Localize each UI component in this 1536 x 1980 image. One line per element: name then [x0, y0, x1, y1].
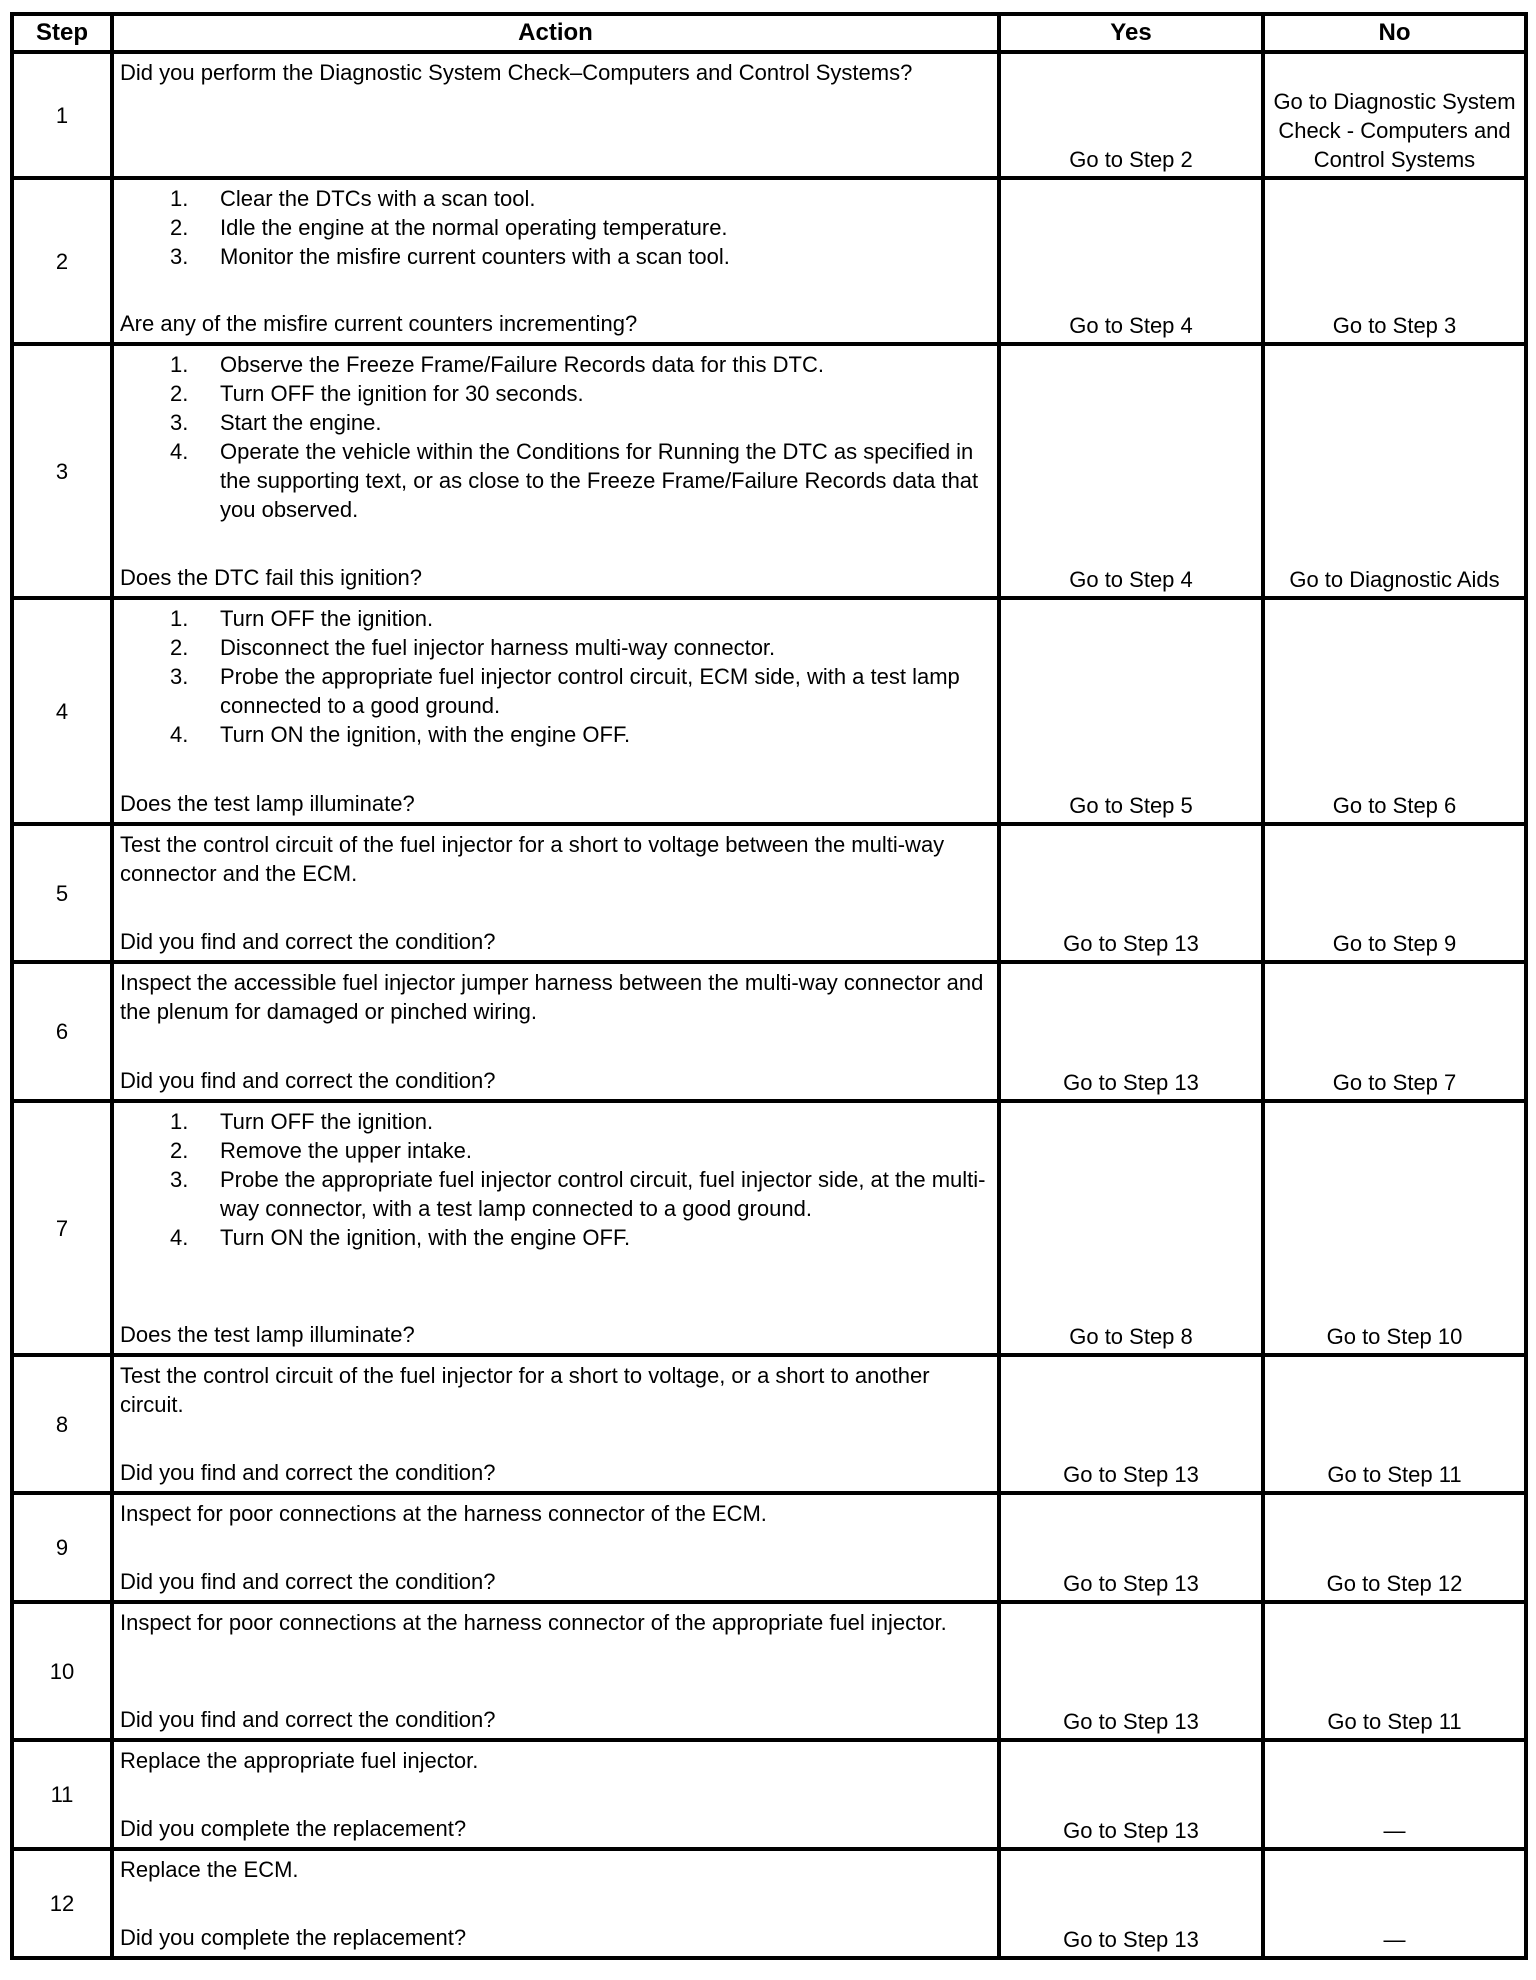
yes-outcome: Go to Step 13 [999, 1493, 1263, 1602]
action-instructions [120, 1107, 991, 1252]
action-content [120, 1107, 991, 1349]
substep-text: Observe the Freeze Frame/Failure Records data for this DTC. [220, 352, 824, 377]
action-cell [112, 962, 999, 1101]
step-number: 6 [12, 962, 112, 1101]
substep-item [170, 1223, 991, 1252]
action-question: Does the DTC fail this ignition? [120, 565, 423, 590]
no-outcome: Go to Step 7 [1263, 962, 1526, 1101]
substep-item [170, 213, 991, 242]
table-row [12, 1355, 1526, 1493]
action-content [120, 1608, 991, 1734]
substep-text: Start the engine. [220, 410, 382, 435]
substep-number: 2. [170, 635, 189, 660]
substep-text: Disconnect the fuel injector harness multi-way connector. [220, 635, 776, 660]
substep-number: 4. [170, 439, 189, 464]
yes-outcome: Go to Step 8 [999, 1101, 1263, 1355]
header-step: Step [12, 14, 112, 52]
substep-item [170, 1136, 991, 1165]
action-text: Test the control circuit of the fuel injector for a short to voltage between the multi-way connector and the ECM. [120, 832, 945, 886]
action-instructions [120, 1499, 991, 1528]
no-outcome: Go to Step 6 [1263, 598, 1526, 824]
substep-number: 4. [170, 722, 189, 747]
substep-list [170, 1107, 991, 1252]
action-cell [112, 598, 999, 824]
step-number: 11 [12, 1740, 112, 1849]
substep-text: Turn ON the ignition, with the engine OFF. [220, 1225, 631, 1250]
no-outcome: Go to Diagnostic Aids [1263, 344, 1526, 598]
substep-item [170, 437, 991, 524]
substep-item [170, 350, 991, 379]
action-instructions [120, 830, 991, 888]
substep-text: Turn OFF the ignition for 30 seconds. [220, 381, 584, 406]
action-question: Did you find and correct the condition? [120, 1460, 496, 1485]
action-question: Did you find and correct the condition? [120, 1569, 496, 1594]
table-row [12, 962, 1526, 1101]
step-number: 10 [12, 1602, 112, 1740]
substep-list [170, 604, 991, 749]
header-row [12, 14, 1526, 52]
step-number: 9 [12, 1493, 112, 1602]
action-question: Did you find and correct the condition? [120, 1068, 496, 1093]
action-question: Does the test lamp illuminate? [120, 791, 415, 816]
no-outcome: Go to Step 9 [1263, 824, 1526, 962]
action-content [120, 1499, 991, 1596]
action-instructions [120, 604, 991, 749]
step-number: 2 [12, 178, 112, 344]
action-cell [112, 1101, 999, 1355]
substep-text: Clear the DTCs with a scan tool. [220, 186, 536, 211]
no-outcome: Go to Step 10 [1263, 1101, 1526, 1355]
yes-outcome: Go to Step 13 [999, 1355, 1263, 1493]
action-content [120, 830, 991, 956]
yes-outcome: Go to Step 2 [999, 52, 1263, 178]
action-cell [112, 344, 999, 598]
action-instructions [120, 58, 991, 87]
substep-number: 1. [170, 1109, 189, 1134]
no-outcome: — [1263, 1849, 1526, 1958]
substep-text: Turn OFF the ignition. [220, 1109, 434, 1134]
action-text: Did you perform the Diagnostic System Check–Computers and Control Systems? [120, 60, 913, 85]
action-text: Replace the appropriate fuel injector. [120, 1748, 479, 1773]
yes-outcome: Go to Step 13 [999, 1740, 1263, 1849]
header-no: No [1263, 14, 1526, 52]
table-row [12, 1101, 1526, 1355]
table-row [12, 598, 1526, 824]
substep-list [170, 350, 991, 524]
yes-outcome: Go to Step 5 [999, 598, 1263, 824]
step-number: 12 [12, 1849, 112, 1958]
substep-number: 3. [170, 1167, 189, 1192]
substep-text: Turn ON the ignition, with the engine OFF. [220, 722, 631, 747]
substep-number: 1. [170, 186, 189, 211]
table-row [12, 52, 1526, 178]
action-content [120, 1361, 991, 1487]
substep-item [170, 242, 991, 271]
action-instructions [120, 350, 991, 524]
action-question: Did you find and correct the condition? [120, 929, 496, 954]
substep-item [170, 1165, 991, 1223]
substep-item [170, 720, 991, 749]
header-yes: Yes [999, 14, 1263, 52]
yes-outcome: Go to Step 13 [999, 962, 1263, 1101]
action-instructions [120, 968, 991, 1026]
substep-item [170, 379, 991, 408]
action-text: Inspect for poor connections at the harness connector of the appropriate fuel injector. [120, 1610, 947, 1635]
substep-item [170, 604, 991, 633]
yes-outcome: Go to Step 13 [999, 1849, 1263, 1958]
substep-text: Turn OFF the ignition. [220, 606, 434, 631]
step-number: 4 [12, 598, 112, 824]
table-row [12, 824, 1526, 962]
step-number: 8 [12, 1355, 112, 1493]
substep-number: 2. [170, 1138, 189, 1163]
action-instructions [120, 1608, 991, 1637]
table-row [12, 1740, 1526, 1849]
substep-number: 3. [170, 664, 189, 689]
substep-item [170, 184, 991, 213]
step-number: 3 [12, 344, 112, 598]
action-content [120, 968, 991, 1095]
table-row [12, 1493, 1526, 1602]
action-cell [112, 52, 999, 178]
action-cell [112, 1355, 999, 1493]
substep-number: 3. [170, 410, 189, 435]
yes-outcome: Go to Step 4 [999, 178, 1263, 344]
action-cell [112, 1849, 999, 1958]
action-question: Does the test lamp illuminate? [120, 1322, 415, 1347]
no-outcome: Go to Step 3 [1263, 178, 1526, 344]
substep-text: Idle the engine at the normal operating temperature. [220, 215, 728, 240]
action-cell [112, 1493, 999, 1602]
action-question: Did you complete the replacement? [120, 1925, 467, 1950]
substep-text: Remove the upper intake. [220, 1138, 472, 1163]
action-content [120, 184, 991, 338]
substep-text: Probe the appropriate fuel injector control circuit, fuel injector side, at the multi-way connector, with a test lamp connected to a good ground. [220, 1167, 986, 1221]
action-instructions [120, 1746, 991, 1775]
no-outcome: Go to Diagnostic System Check - Computers and Control Systems [1263, 52, 1526, 178]
table-row [12, 1849, 1526, 1958]
action-question: Did you find and correct the condition? [120, 1707, 496, 1732]
action-question: Are any of the misfire current counters incrementing? [120, 311, 638, 336]
diagnostic-table [10, 12, 1528, 1960]
no-outcome: Go to Step 11 [1263, 1602, 1526, 1740]
no-outcome: Go to Step 11 [1263, 1355, 1526, 1493]
action-content [120, 58, 991, 172]
step-number: 1 [12, 52, 112, 178]
table-row [12, 1602, 1526, 1740]
no-outcome: Go to Step 12 [1263, 1493, 1526, 1602]
action-instructions [120, 1855, 991, 1884]
step-number: 7 [12, 1101, 112, 1355]
substep-number: 3. [170, 244, 189, 269]
substep-number: 1. [170, 606, 189, 631]
table-body [12, 52, 1526, 1958]
header-action: Action [112, 14, 999, 52]
substep-item [170, 1107, 991, 1136]
step-number: 5 [12, 824, 112, 962]
action-cell [112, 1602, 999, 1740]
action-text: Test the control circuit of the fuel injector for a short to voltage, or a short to another circuit. [120, 1363, 930, 1417]
action-text: Replace the ECM. [120, 1857, 299, 1882]
action-content [120, 1746, 991, 1843]
action-cell [112, 1740, 999, 1849]
action-text: Inspect the accessible fuel injector jumper harness between the multi-way connector and the plenum for damaged or pinched wiring. [120, 970, 984, 1024]
substep-text: Monitor the misfire current counters with a scan tool. [220, 244, 730, 269]
substep-number: 1. [170, 352, 189, 377]
action-content [120, 350, 991, 592]
substep-text: Probe the appropriate fuel injector control circuit, ECM side, with a test lamp connected to a good ground. [220, 664, 960, 718]
substep-list [170, 184, 991, 271]
substep-item [170, 408, 991, 437]
action-text: Inspect for poor connections at the harness connector of the ECM. [120, 1501, 767, 1526]
action-content [120, 604, 991, 818]
action-content [120, 1855, 991, 1952]
yes-outcome: Go to Step 13 [999, 824, 1263, 962]
table-row [12, 344, 1526, 598]
action-instructions [120, 184, 991, 271]
substep-item [170, 633, 991, 662]
action-cell [112, 178, 999, 344]
substep-item [170, 662, 991, 720]
substep-number: 4. [170, 1225, 189, 1250]
substep-number: 2. [170, 215, 189, 240]
no-outcome: — [1263, 1740, 1526, 1849]
action-question: Did you complete the replacement? [120, 1816, 467, 1841]
yes-outcome: Go to Step 13 [999, 1602, 1263, 1740]
substep-text: Operate the vehicle within the Conditions for Running the DTC as specified in the supporting text, or as close to the Freeze Frame/Failure Records data that you observed. [220, 439, 979, 522]
action-cell [112, 824, 999, 962]
action-instructions [120, 1361, 991, 1419]
table-row [12, 178, 1526, 344]
substep-number: 2. [170, 381, 189, 406]
yes-outcome: Go to Step 4 [999, 344, 1263, 598]
